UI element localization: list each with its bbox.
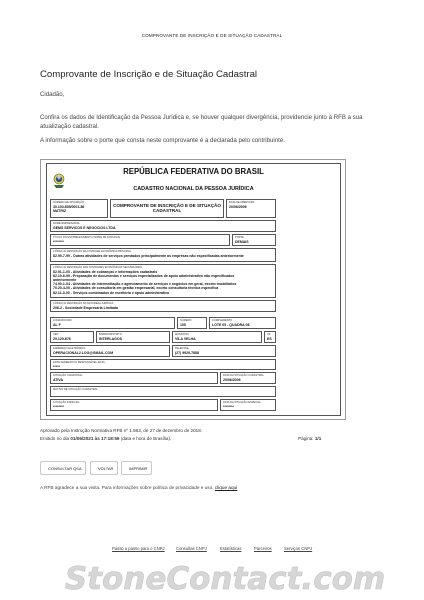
situacao-especial-box <box>50 399 218 411</box>
complemento-box <box>209 317 276 329</box>
fantasia-value: ******** <box>53 239 64 244</box>
body-text: Confira os dados de Identificação da Pessoa Jurídica e, se houver qualquer divergência, providencie junto à RFB a sua atualização cadastral. <box>40 114 363 130</box>
footer-link-estatisticas[interactable]: Estatísticas <box>220 546 242 551</box>
consultar-qsa-button[interactable] <box>40 461 86 475</box>
email-value: OPERACIONAL2.LOG@GMAIL.COM <box>53 350 114 355</box>
watermark-logo <box>64 560 386 597</box>
uf-value: ES <box>267 336 272 341</box>
greeting: Cidadão, <box>40 91 65 98</box>
comprovante-card <box>40 159 346 420</box>
pagina-text <box>298 436 321 441</box>
bairro-value: INTERLAGOS <box>99 336 122 341</box>
logradouro-box <box>50 317 175 329</box>
footer-link-parceiros[interactable]: Parceiros <box>254 546 272 551</box>
municipio-box <box>172 331 262 343</box>
pagina-value: 1/1 <box>314 436 322 441</box>
bairro-box <box>96 331 170 343</box>
secundaria-line: 82.19-6-99 - Preparação de documentos e serviços especializados de apoio administrativo não especificados <box>53 273 235 278</box>
privacy-link[interactable]: clique aqui <box>214 485 238 490</box>
uf-box <box>264 331 276 343</box>
data-situacao-especial-value: ******** <box>223 404 234 409</box>
porte-box <box>232 234 276 246</box>
efr-label: ENTE FEDERATIVO RESPONSÁVEL (EFR) <box>53 361 105 364</box>
nome-label: NOME EMPRESARIAL <box>53 222 80 225</box>
email-box <box>50 345 170 357</box>
inscricao-box <box>50 199 108 218</box>
aprovado-text: Aprovado pela Instrução Normativa RFB nº 1.863, de 27 de dezembro de 2018. <box>40 428 203 433</box>
inscricao-value: 30.103.855/0001-86 <box>53 204 85 209</box>
atividades-secundarias-box <box>50 264 276 298</box>
secundaria-line: 82.91-1-00 - Atividades de cobranças e informações cadastrais <box>53 269 158 274</box>
data-situacao-box <box>220 372 276 384</box>
consultar-qsa-label: CONSULTAR QSA <box>48 465 82 471</box>
situacao-especial-value: ******** <box>53 404 64 409</box>
imprimir-label: IMPRIMIR <box>129 465 148 471</box>
pagina-label: Página: <box>298 436 315 441</box>
porte-info: A informação sobre o porte que consta neste comprovante é a declarada pelo contribuinte. <box>40 137 285 144</box>
atividade-principal-label: CÓDIGO E DESCRIÇÃO DA ATIVIDADE ECONÔMICA PRINCIPAL <box>53 250 132 253</box>
secundaria-line: 70.20-4-00 - Atividades de consultoria em gestão empresarial, exceto consultoria técnica específica <box>53 286 219 291</box>
comprovante-title: COMPROVANTE DE INSCRIÇÃO E DE SITUAÇÃO CADASTRAL <box>113 203 221 214</box>
comprovante-title-box <box>110 199 224 218</box>
telefone-value: (27) 9929-7888 <box>175 350 199 355</box>
logradouro-label: LOGRADOURO <box>53 319 72 322</box>
situacao-especial-label: SITUAÇÃO ESPECIAL <box>53 401 80 404</box>
natureza-value: 206-2 - Sociedade Empresária Limitada <box>53 305 118 310</box>
data-situacao-label: DATA DA SITUAÇÃO CADASTRAL <box>223 374 264 377</box>
watermark-text: StoneContact.com <box>64 561 386 597</box>
bairro-label: BAIRRO/DISTRITO <box>99 333 122 336</box>
emitido-post: (data e hora de Brasília). <box>119 436 172 441</box>
situacao-value: ATIVA <box>53 377 63 382</box>
abertura-box <box>226 199 276 218</box>
secundaria-line: anteriormente <box>53 278 77 282</box>
motivo-box <box>50 386 276 397</box>
uf-label: UF <box>267 333 271 336</box>
voltar-label: VOLTAR <box>98 465 114 471</box>
telefone-label: TELEFONE <box>175 347 189 350</box>
inscricao-sub: MATRIZ <box>53 209 66 213</box>
emitido-pre: Emitido no dia <box>40 436 71 441</box>
imprimir-button[interactable] <box>121 461 152 475</box>
cep-label: CEP <box>53 333 59 336</box>
secundaria-line: 82.11-3-00 - Serviços combinados de escritório e apoio administrativo <box>53 290 170 295</box>
fantasia-box <box>50 234 230 246</box>
privacy-notice <box>40 485 237 490</box>
complemento-label: COMPLEMENTO <box>212 319 233 322</box>
nome-box <box>50 220 276 232</box>
abertura-value: 20/06/2006 <box>229 204 247 209</box>
motivo-label: MOTIVO DE SITUAÇÃO CADASTRAL <box>53 388 98 391</box>
situacao-box <box>50 372 218 384</box>
atividade-principal-value: 82.99-7-99 - Outras atividades de serviços prestados principalmente às empresas não especificadas anteriormente <box>53 253 244 258</box>
abertura-label: DATA DE ABERTURA <box>229 201 255 204</box>
republica-title: REPÚBLICA FEDERATIVA DO BRASIL <box>123 167 264 176</box>
comprovante-inner <box>46 163 341 416</box>
data-situacao-value: 20/06/2006 <box>223 377 241 382</box>
emitido-when: 01/06/2021 às 17:18:59 <box>70 436 120 441</box>
atividade-principal-box <box>50 248 276 262</box>
numero-value: 105 <box>180 322 186 327</box>
emitido-text <box>40 436 171 441</box>
numero-box <box>177 317 207 329</box>
situacao-label: SITUAÇÃO CADASTRAL <box>53 374 83 377</box>
numero-label: NÚMERO <box>180 319 192 322</box>
atividades-secundarias-label: CÓDIGO E DESCRIÇÃO DAS ATIVIDADES ECONÔMICAS SECUNDÁRIAS <box>53 266 142 269</box>
logradouro-value: AL F <box>53 322 61 327</box>
fantasia-label: TÍTULO DO ESTABELECIMENTO (NOME DE FANTASIA) <box>53 236 121 239</box>
cep-value: 29.129-676 <box>53 336 71 341</box>
nome-value: GEMS SERVICOS E NEGOCIOS LTDA <box>53 225 116 230</box>
natureza-label: CÓDIGO E DESCRIÇÃO DA NATUREZA JURÍDICA <box>53 302 114 305</box>
porte-value: DEMAIS <box>235 239 249 244</box>
data-situacao-especial-label: DATA DA SITUAÇÃO ESPECIAL <box>223 401 261 404</box>
cep-box <box>50 331 94 343</box>
natureza-box <box>50 300 276 312</box>
footer-link-servicos[interactable]: Serviços CNPJ <box>284 546 313 551</box>
municipio-value: VILA VELHA <box>175 336 196 341</box>
footer-link-passo-a-passo[interactable]: Passo a passo para o CNPJ <box>112 546 165 551</box>
cadastro-title: CADASTRO NACIONAL DA PESSOA JURÍDICA <box>133 186 254 192</box>
email-label: ENDEREÇO ELETRÔNICO <box>53 347 86 350</box>
footer-link-consultas[interactable]: Consultas CNPJ <box>176 546 207 551</box>
voltar-button[interactable] <box>90 461 118 475</box>
complemento-value: LOTE 05 - QUADRA 08 <box>212 322 250 327</box>
privacy-text: A RFB agradece a sua visita. Para informações sobre política de privacidade e uso, <box>40 485 215 490</box>
municipio-label: MUNICÍPIO <box>175 333 189 336</box>
data-situacao-especial-box <box>220 399 276 411</box>
secundaria-line: 74.90-1-04 - Atividades de intermediação e agenciamento de serviços e negócios em geral, exceto imobiliários <box>53 282 237 287</box>
efr-box <box>50 359 276 370</box>
page-title: Comprovante de Inscrição e de Situação Cadastral <box>40 69 258 80</box>
efr-value: ***** <box>53 364 60 369</box>
inscricao-label: NÚMERO DE INSCRIÇÃO <box>53 201 84 204</box>
telefone-box <box>172 345 276 357</box>
top-title: COMPROVANTE DE INSCRIÇÃO E DE SITUAÇÃO CADASTRAL <box>141 33 283 38</box>
porte-label: PORTE <box>235 236 244 239</box>
